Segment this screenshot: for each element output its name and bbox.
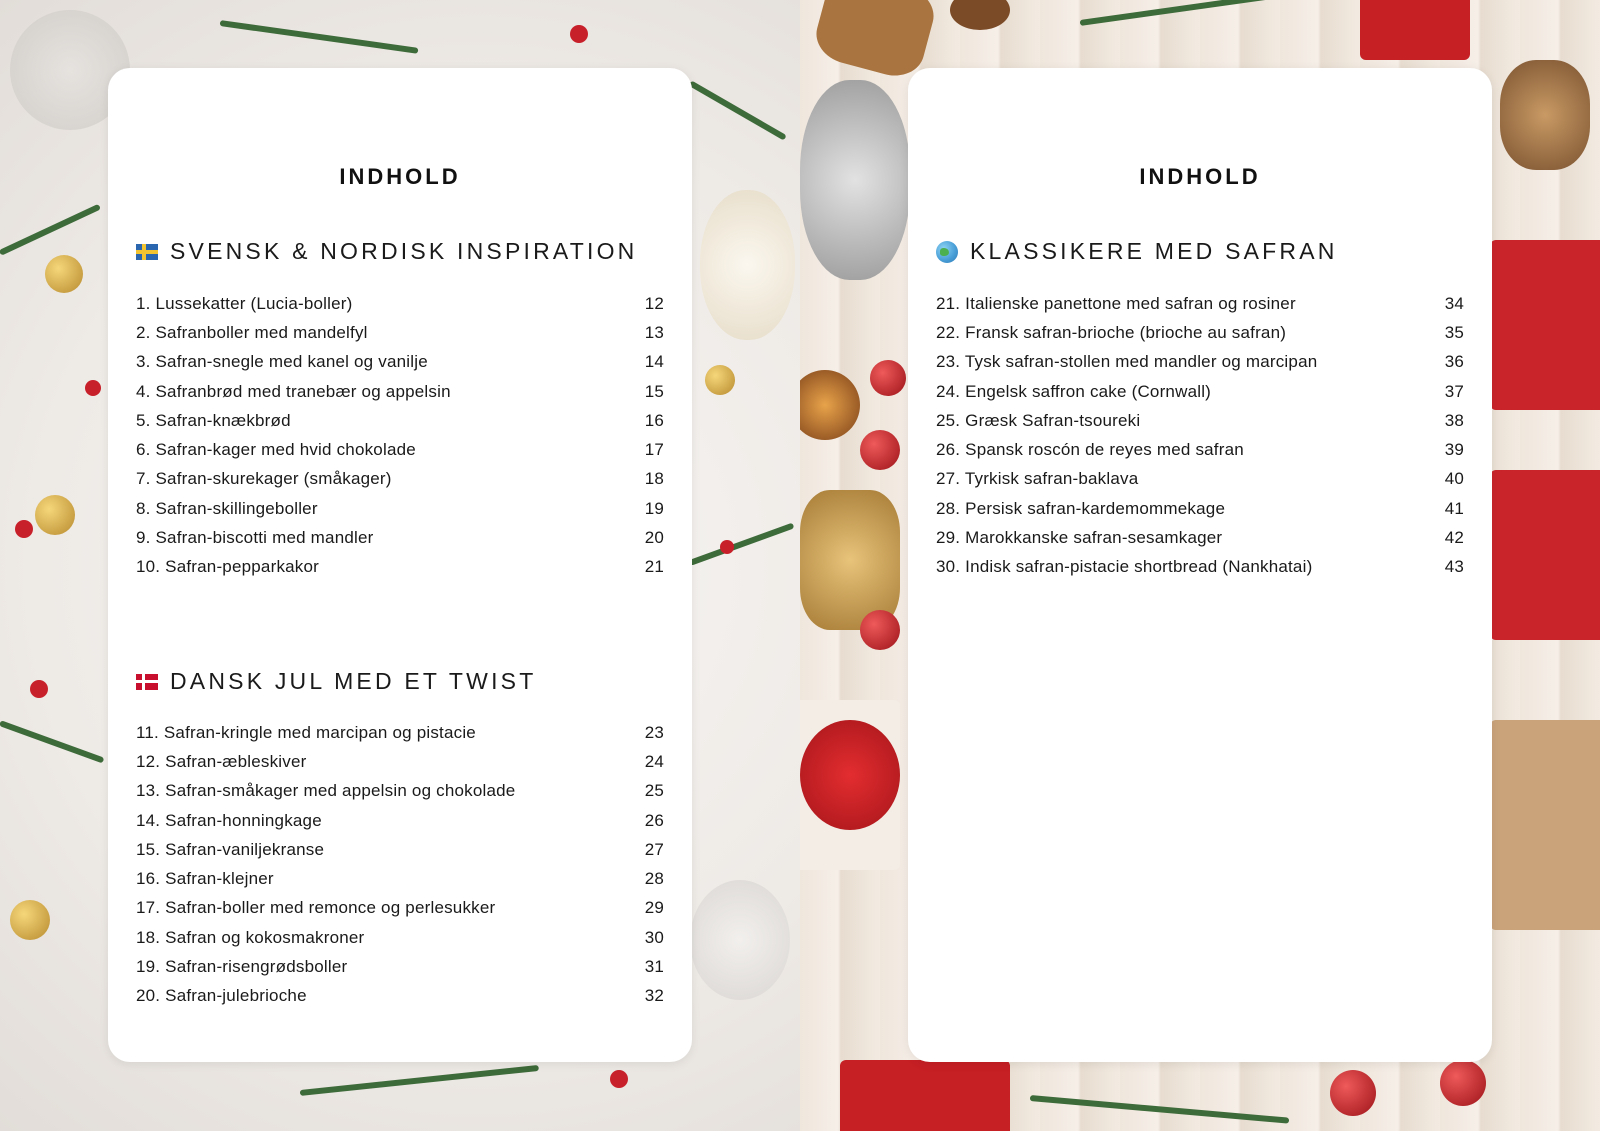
toc-entry-page-number: 31: [644, 957, 664, 977]
toc-entry[interactable]: [136, 718, 664, 747]
toc-entry-page-number: 41: [1444, 498, 1464, 518]
toc-entry[interactable]: [936, 465, 1464, 494]
pine-branch: [300, 1065, 539, 1096]
toc-entry-label: 20. Safran-julebrioche: [136, 986, 307, 1006]
toc-entry-page-number: 24: [644, 751, 664, 771]
gold-bauble: [35, 495, 75, 535]
toc-entry-label: 28. Persisk safran-kardemommekage: [936, 498, 1226, 518]
pine-branch: [689, 80, 787, 140]
toc-entry[interactable]: [136, 747, 664, 776]
toc-entry[interactable]: [136, 952, 664, 981]
toc-entry[interactable]: [936, 318, 1464, 347]
toc-entry-label: 27. Tyrkisk safran-baklava: [936, 469, 1139, 489]
section-title-label: DANSK JUL MED ET TWIST: [170, 668, 537, 694]
red-bauble: [860, 610, 900, 650]
toc-list-dansk: [136, 718, 664, 1011]
toc-entry[interactable]: [136, 923, 664, 952]
toc-entry-label: 21. Italienske panettone med safran og rosiner: [936, 293, 1296, 313]
toc-entry-label: 30. Indisk safran-pistacie shortbread (Nankhatai): [936, 557, 1313, 577]
toc-entry-label: 19. Safran-risengrødsboller: [136, 957, 348, 977]
left-page-card: [108, 68, 692, 1062]
pine-branch: [220, 20, 419, 54]
page-heading: INDHOLD: [339, 164, 461, 189]
reindeer-decoration: [1500, 60, 1590, 170]
red-bauble: [1330, 1070, 1376, 1116]
toc-entry-label: 8. Safran-skillingeboller: [136, 498, 318, 518]
toc-entry-page-number: 29: [644, 898, 664, 918]
red-bauble: [1440, 1060, 1486, 1106]
toc-entry-label: 26. Spansk roscón de reyes med safran: [936, 440, 1244, 460]
toc-entry-page-number: 12: [644, 293, 664, 313]
toc-entry[interactable]: [936, 377, 1464, 406]
toc-entry[interactable]: [136, 523, 664, 552]
toc-entry[interactable]: [136, 982, 664, 1011]
right-page-card: [908, 68, 1492, 1062]
toc-entry-label: 1. Lussekatter (Lucia-boller): [136, 293, 353, 313]
toc-entry-label: 16. Safran-klejner: [136, 869, 274, 889]
toc-entry-label: 25. Græsk Safran-tsoureki: [936, 410, 1141, 430]
pine-cone: [950, 0, 1010, 30]
toc-entry-page-number: 35: [1444, 322, 1464, 342]
globe-icon: [936, 241, 958, 263]
ornament-decoration: [700, 190, 795, 340]
toc-entry[interactable]: [136, 806, 664, 835]
toc-entry[interactable]: [136, 406, 664, 435]
toc-entry[interactable]: [136, 377, 664, 406]
section-title-klassikere: [936, 238, 1338, 265]
toc-entry-page-number: 27: [644, 839, 664, 859]
toc-entry-page-number: 14: [644, 352, 664, 372]
red-bow: [800, 720, 900, 830]
red-berry: [15, 520, 33, 538]
toc-entry-label: 29. Marokkanske safran-sesamkager: [936, 528, 1223, 548]
toc-entry-page-number: 36: [1444, 352, 1464, 372]
orange-slice: [800, 370, 860, 440]
toc-entry-page-number: 26: [644, 810, 664, 830]
toc-entry[interactable]: [936, 348, 1464, 377]
toc-entry-label: 2. Safranboller med mandelfyl: [136, 322, 368, 342]
denmark-flag-icon: [136, 674, 158, 690]
pine-branch: [1080, 0, 1318, 26]
toc-entry[interactable]: [136, 465, 664, 494]
toc-entry-page-number: 42: [1444, 528, 1464, 548]
red-bauble: [870, 360, 906, 396]
toc-entry-label: 24. Engelsk saffron cake (Cornwall): [936, 381, 1212, 401]
gold-bauble: [10, 900, 50, 940]
toc-entry-label: 5. Safran-knækbrød: [136, 410, 291, 430]
pine-branch: [0, 204, 101, 256]
toc-entry-page-number: 34: [1444, 293, 1464, 313]
toc-entry[interactable]: [136, 289, 664, 318]
gift-box-decoration: [1490, 240, 1600, 410]
toc-entry-label: 12. Safran-æbleskiver: [136, 751, 307, 771]
toc-entry[interactable]: [936, 494, 1464, 523]
toc-entry-label: 18. Safran og kokosmakroner: [136, 927, 365, 947]
toc-entry[interactable]: [136, 553, 664, 582]
toc-entry-label: 23. Tysk safran-stollen med mandler og marcipan: [936, 352, 1318, 372]
tinsel-tree: [800, 80, 910, 280]
toc-entry[interactable]: [136, 777, 664, 806]
toc-entry-label: 22. Fransk safran-brioche (brioche au safran): [936, 322, 1287, 342]
toc-entry-page-number: 30: [644, 927, 664, 947]
toc-entry-page-number: 38: [1444, 410, 1464, 430]
section-title-svensk: [136, 238, 637, 265]
toc-entry-page-number: 37: [1444, 381, 1464, 401]
toc-entry-page-number: 40: [1444, 469, 1464, 489]
gold-bauble: [705, 365, 735, 395]
toc-entry-page-number: 13: [644, 322, 664, 342]
section-title-label: KLASSIKERE MED SAFRAN: [970, 238, 1338, 264]
red-berry: [610, 1070, 628, 1088]
toc-list-klassikere: [936, 289, 1464, 582]
gold-leaf: [800, 490, 900, 630]
toc-entry[interactable]: [936, 553, 1464, 582]
toc-entry-label: 10. Safran-pepparkakor: [136, 557, 320, 577]
toc-entry-label: 9. Safran-biscotti med mandler: [136, 528, 374, 548]
toc-entry[interactable]: [936, 435, 1464, 464]
ornament-decoration: [690, 880, 790, 1000]
toc-entry-page-number: 39: [1444, 440, 1464, 460]
toc-entry-page-number: 43: [1444, 557, 1464, 577]
gift-box-decoration: [840, 1060, 1010, 1131]
toc-entry-page-number: 28: [644, 869, 664, 889]
gift-box-decoration: [1490, 470, 1600, 640]
red-bauble: [860, 430, 900, 470]
pine-branch: [689, 523, 794, 566]
red-berry: [85, 380, 101, 396]
section-title-label: SVENSK & NORDISK INSPIRATION: [170, 238, 638, 264]
pine-branch: [0, 720, 104, 763]
toc-entry[interactable]: [136, 494, 664, 523]
toc-entry-page-number: 16: [644, 410, 664, 430]
toc-entry-label: 3. Safran-snegle med kanel og vanilje: [136, 352, 428, 372]
toc-entry-label: 17. Safran-boller med remonce og perlesukker: [136, 898, 496, 918]
toc-entry-page-number: 25: [644, 781, 664, 801]
toc-list-svensk: [136, 289, 664, 582]
toc-entry[interactable]: [136, 318, 664, 347]
gold-bauble: [45, 255, 83, 293]
toc-entry-page-number: 15: [644, 381, 664, 401]
toc-entry-page-number: 21: [644, 557, 664, 577]
toc-entry[interactable]: [136, 864, 664, 893]
toc-entry-label: 6. Safran-kager med hvid chokolade: [136, 440, 416, 460]
section-title-dansk: [136, 668, 536, 695]
toc-entry[interactable]: [136, 894, 664, 923]
toc-entry-label: 7. Safran-skurekager (småkager): [136, 469, 392, 489]
red-berry: [30, 680, 48, 698]
toc-entry[interactable]: [936, 523, 1464, 552]
toc-entry-label: 11. Safran-kringle med marcipan og pistacie: [136, 722, 476, 742]
toc-entry[interactable]: [136, 835, 664, 864]
gift-box-decoration: [1490, 720, 1600, 930]
toc-entry-label: 15. Safran-vaniljekranse: [136, 839, 325, 859]
toc-entry-label: 14. Safran-honningkage: [136, 810, 322, 830]
toc-entry-page-number: 32: [644, 986, 664, 1006]
red-berry: [720, 540, 734, 554]
page-heading: INDHOLD: [1139, 164, 1261, 189]
toc-entry-page-number: 19: [644, 498, 664, 518]
toc-entry-page-number: 23: [644, 722, 664, 742]
toc-entry-label: 4. Safranbrød med tranebær og appelsin: [136, 381, 451, 401]
toc-entry[interactable]: [936, 289, 1464, 318]
toc-entry-label: 13. Safran-småkager med appelsin og chokolade: [136, 781, 516, 801]
toc-entry-page-number: 20: [644, 528, 664, 548]
toc-entry[interactable]: [136, 435, 664, 464]
toc-entry[interactable]: [936, 406, 1464, 435]
red-berry: [570, 25, 588, 43]
toc-entry-page-number: 18: [644, 469, 664, 489]
toc-entry-page-number: 17: [644, 440, 664, 460]
pine-branch: [1030, 1095, 1290, 1124]
gift-box-decoration: [1360, 0, 1470, 60]
sweden-flag-icon: [136, 244, 158, 260]
toc-entry[interactable]: [136, 348, 664, 377]
